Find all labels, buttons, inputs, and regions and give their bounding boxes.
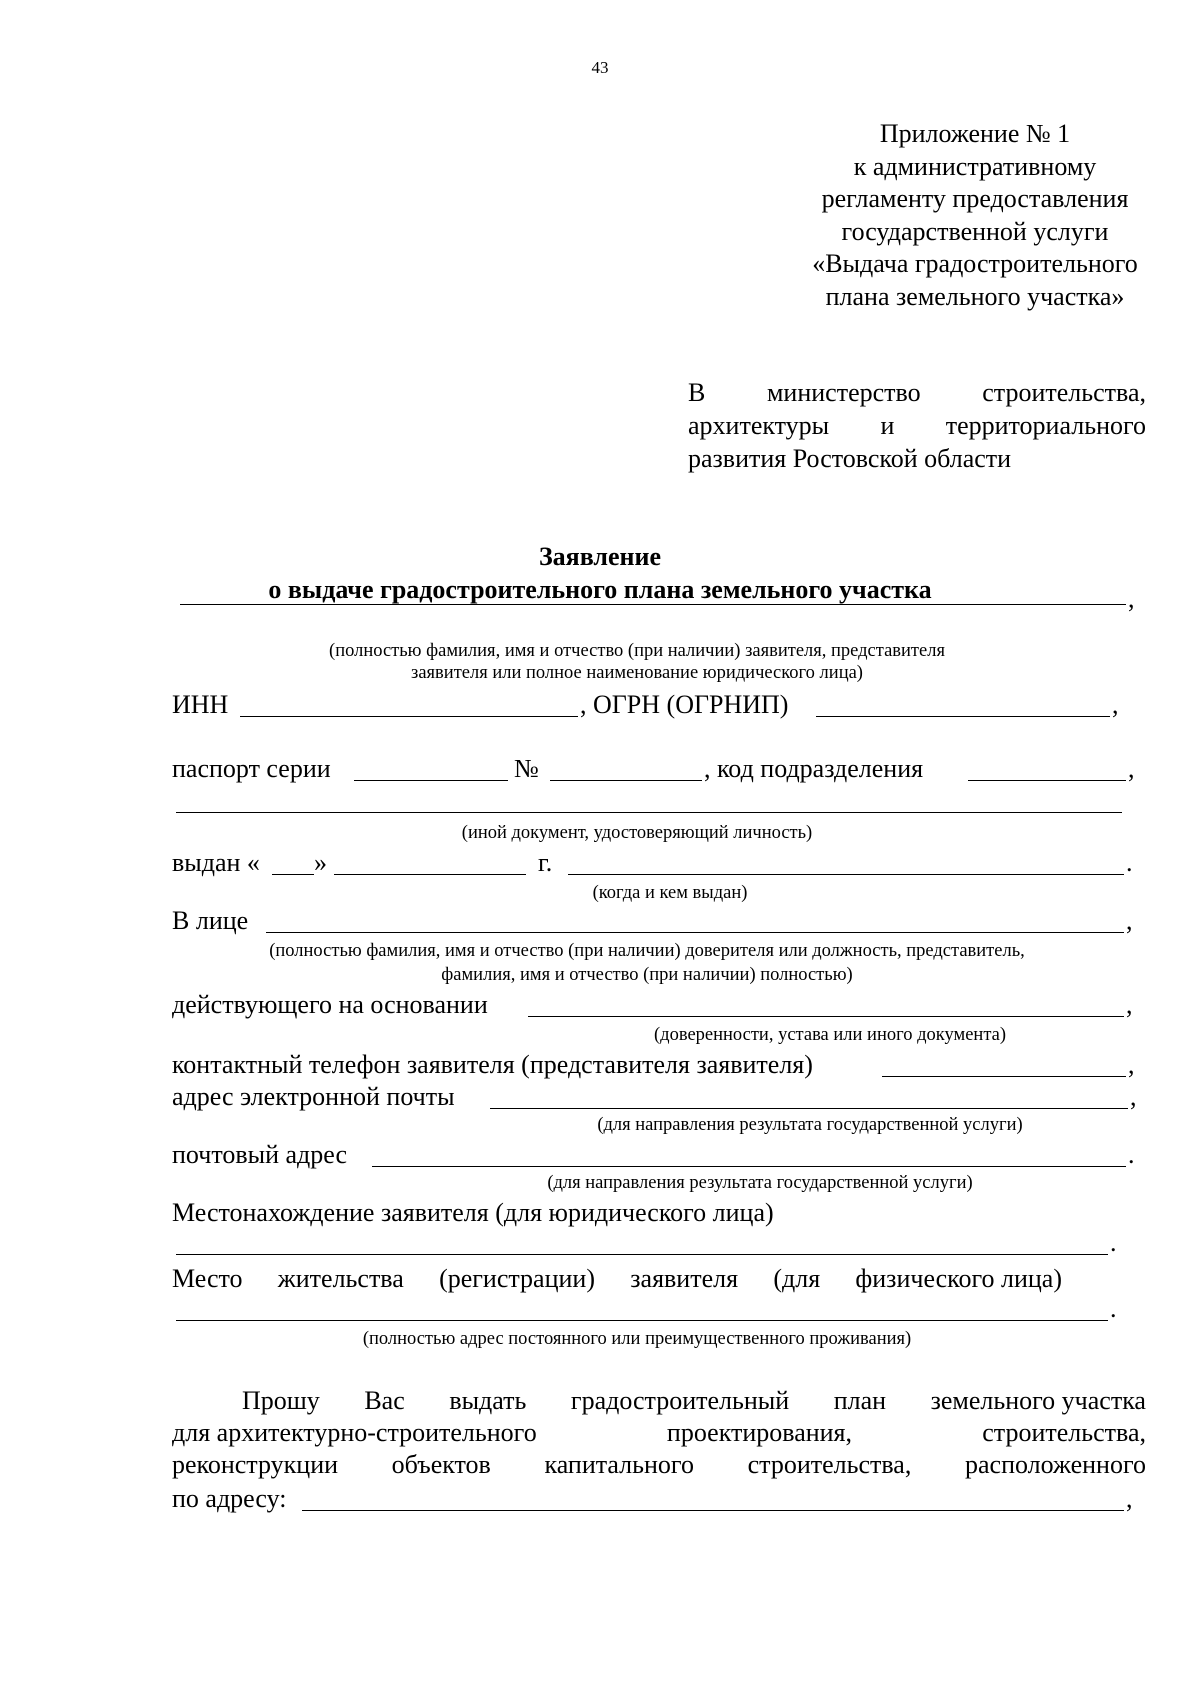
passport-number-field[interactable] bbox=[550, 780, 702, 781]
caption: (доверенности, устава или иного документа) bbox=[654, 1025, 1006, 1045]
comma: , bbox=[1126, 990, 1133, 1019]
word: заявителя bbox=[630, 1264, 739, 1293]
appendix-line: к административному bbox=[853, 151, 1097, 181]
recipient-line bbox=[688, 376, 1146, 409]
word: (для bbox=[773, 1264, 821, 1293]
ogrn-label: , ОГРН (ОГРНИП) bbox=[580, 690, 789, 719]
in-person-label: В лице bbox=[172, 906, 249, 935]
word: Вас bbox=[364, 1386, 405, 1415]
word: капитального bbox=[544, 1450, 694, 1479]
recipient-line bbox=[688, 409, 1146, 442]
location-field[interactable] bbox=[176, 1254, 1108, 1255]
passport-number-label: № bbox=[514, 754, 539, 783]
in-person-field[interactable] bbox=[266, 932, 1124, 933]
request-line bbox=[172, 1418, 1146, 1448]
residence-field[interactable] bbox=[176, 1320, 1108, 1321]
word: министерство bbox=[766, 378, 921, 407]
request-address-label: по адресу: bbox=[172, 1484, 287, 1513]
subdivision-code-field[interactable] bbox=[968, 780, 1126, 781]
appendix-line: регламенту предоставления bbox=[821, 184, 1129, 213]
comma: , bbox=[1126, 906, 1133, 935]
recipient-block bbox=[688, 376, 1146, 475]
caption: (для направления результата государственной услуги) bbox=[597, 1115, 1023, 1135]
word: Прошу bbox=[242, 1386, 320, 1415]
appendix-line: плана земельного участка» bbox=[825, 281, 1125, 311]
caption: (когда и кем выдан) bbox=[592, 883, 748, 903]
caption: (полностью фамилия, имя и отчество (при наличии) доверителя или должность, представитель, bbox=[269, 941, 1025, 961]
word: строительства, bbox=[982, 1418, 1146, 1447]
word: (регистрации) bbox=[439, 1264, 595, 1293]
period: . bbox=[1110, 1294, 1117, 1323]
issued-month-field[interactable] bbox=[334, 874, 526, 875]
word: объектов bbox=[391, 1450, 491, 1479]
inn-field[interactable] bbox=[240, 716, 578, 717]
email-label: адрес электронной почты bbox=[172, 1082, 455, 1111]
word: план bbox=[833, 1386, 887, 1415]
recipient-line: развития Ростовской области bbox=[688, 444, 1012, 473]
word: градостроительный bbox=[570, 1386, 790, 1415]
issued-close-quote: » bbox=[314, 848, 327, 877]
period: . bbox=[1110, 1228, 1117, 1257]
passport-series-label: паспорт серии bbox=[172, 754, 331, 783]
word: для архитектурно-строительного bbox=[172, 1418, 537, 1447]
ogrn-field[interactable] bbox=[816, 716, 1110, 717]
title-line: о выдаче градостроительного плана земельного участка bbox=[268, 575, 932, 604]
appendix-line: Приложение № 1 bbox=[879, 119, 1071, 148]
comma: , bbox=[1128, 754, 1135, 783]
caption: (иной документ, удостоверяющий личность) bbox=[461, 823, 813, 843]
issued-label: выдан « bbox=[172, 848, 260, 877]
word: Место bbox=[172, 1264, 243, 1293]
caption: заявителя или полное наименование юридического лица) bbox=[411, 663, 863, 683]
basis-field[interactable] bbox=[528, 1016, 1124, 1017]
appendix-line: «Выдача градостроительного bbox=[812, 249, 1138, 278]
basis-label: действующего на основании bbox=[172, 990, 488, 1019]
passport-series-field[interactable] bbox=[354, 780, 508, 781]
document-title bbox=[0, 540, 1200, 606]
comma: , bbox=[1126, 1484, 1133, 1513]
comma: , bbox=[1128, 584, 1135, 613]
word: строительства, bbox=[747, 1450, 912, 1479]
applicant-name-field[interactable] bbox=[180, 604, 1126, 605]
appendix-line: государственной услуги bbox=[841, 216, 1109, 246]
period: . bbox=[1126, 848, 1133, 877]
residence-label bbox=[172, 1264, 1062, 1294]
word: строительства, bbox=[982, 378, 1146, 407]
period: . bbox=[1128, 1140, 1135, 1169]
email-field[interactable] bbox=[490, 1108, 1128, 1109]
caption: фамилия, имя и отчество (при наличии) полностью) bbox=[441, 965, 853, 985]
phone-field[interactable] bbox=[882, 1076, 1126, 1077]
other-document-field[interactable] bbox=[176, 812, 1122, 813]
word: проектирования, bbox=[666, 1418, 853, 1447]
word: реконструкции bbox=[172, 1450, 339, 1479]
caption: (для направления результата государственной услуги) bbox=[547, 1173, 973, 1193]
word: жительства bbox=[277, 1264, 404, 1293]
caption: (полностью адрес постоянного или преимущественного проживания) bbox=[362, 1329, 912, 1349]
inn-label: ИНН bbox=[172, 690, 229, 719]
word: земельного участка bbox=[930, 1386, 1146, 1415]
word: расположенного bbox=[964, 1450, 1146, 1479]
postal-address-field[interactable] bbox=[372, 1166, 1126, 1167]
location-label: Местонахождение заявителя (для юридического лица) bbox=[172, 1198, 774, 1227]
object-address-field[interactable] bbox=[302, 1510, 1124, 1511]
page-number: 43 bbox=[591, 58, 609, 77]
word: В bbox=[688, 378, 706, 407]
caption: (полностью фамилия, имя и отчество (при наличии) заявителя, представителя bbox=[329, 641, 945, 661]
word: территориального bbox=[945, 411, 1146, 440]
phone-label: контактный телефон заявителя (представителя заявителя) bbox=[172, 1050, 813, 1079]
postal-label: почтовый адрес bbox=[172, 1140, 347, 1169]
appendix-block bbox=[740, 118, 1200, 313]
request-line bbox=[172, 1386, 1146, 1416]
word: выдать bbox=[449, 1386, 527, 1415]
comma: , bbox=[1130, 1082, 1137, 1111]
word: и bbox=[880, 411, 895, 440]
word: физического лица) bbox=[855, 1264, 1062, 1293]
issued-by-field[interactable] bbox=[568, 874, 1124, 875]
comma: , bbox=[1128, 1050, 1135, 1079]
year-label: г. bbox=[538, 848, 553, 877]
title-line: Заявление bbox=[538, 542, 662, 571]
subdivision-label: , код подразделения bbox=[704, 754, 924, 783]
issued-day-field[interactable] bbox=[272, 874, 314, 875]
word: архитектуры bbox=[688, 411, 830, 440]
comma: , bbox=[1112, 690, 1119, 719]
request-line bbox=[172, 1450, 1146, 1480]
